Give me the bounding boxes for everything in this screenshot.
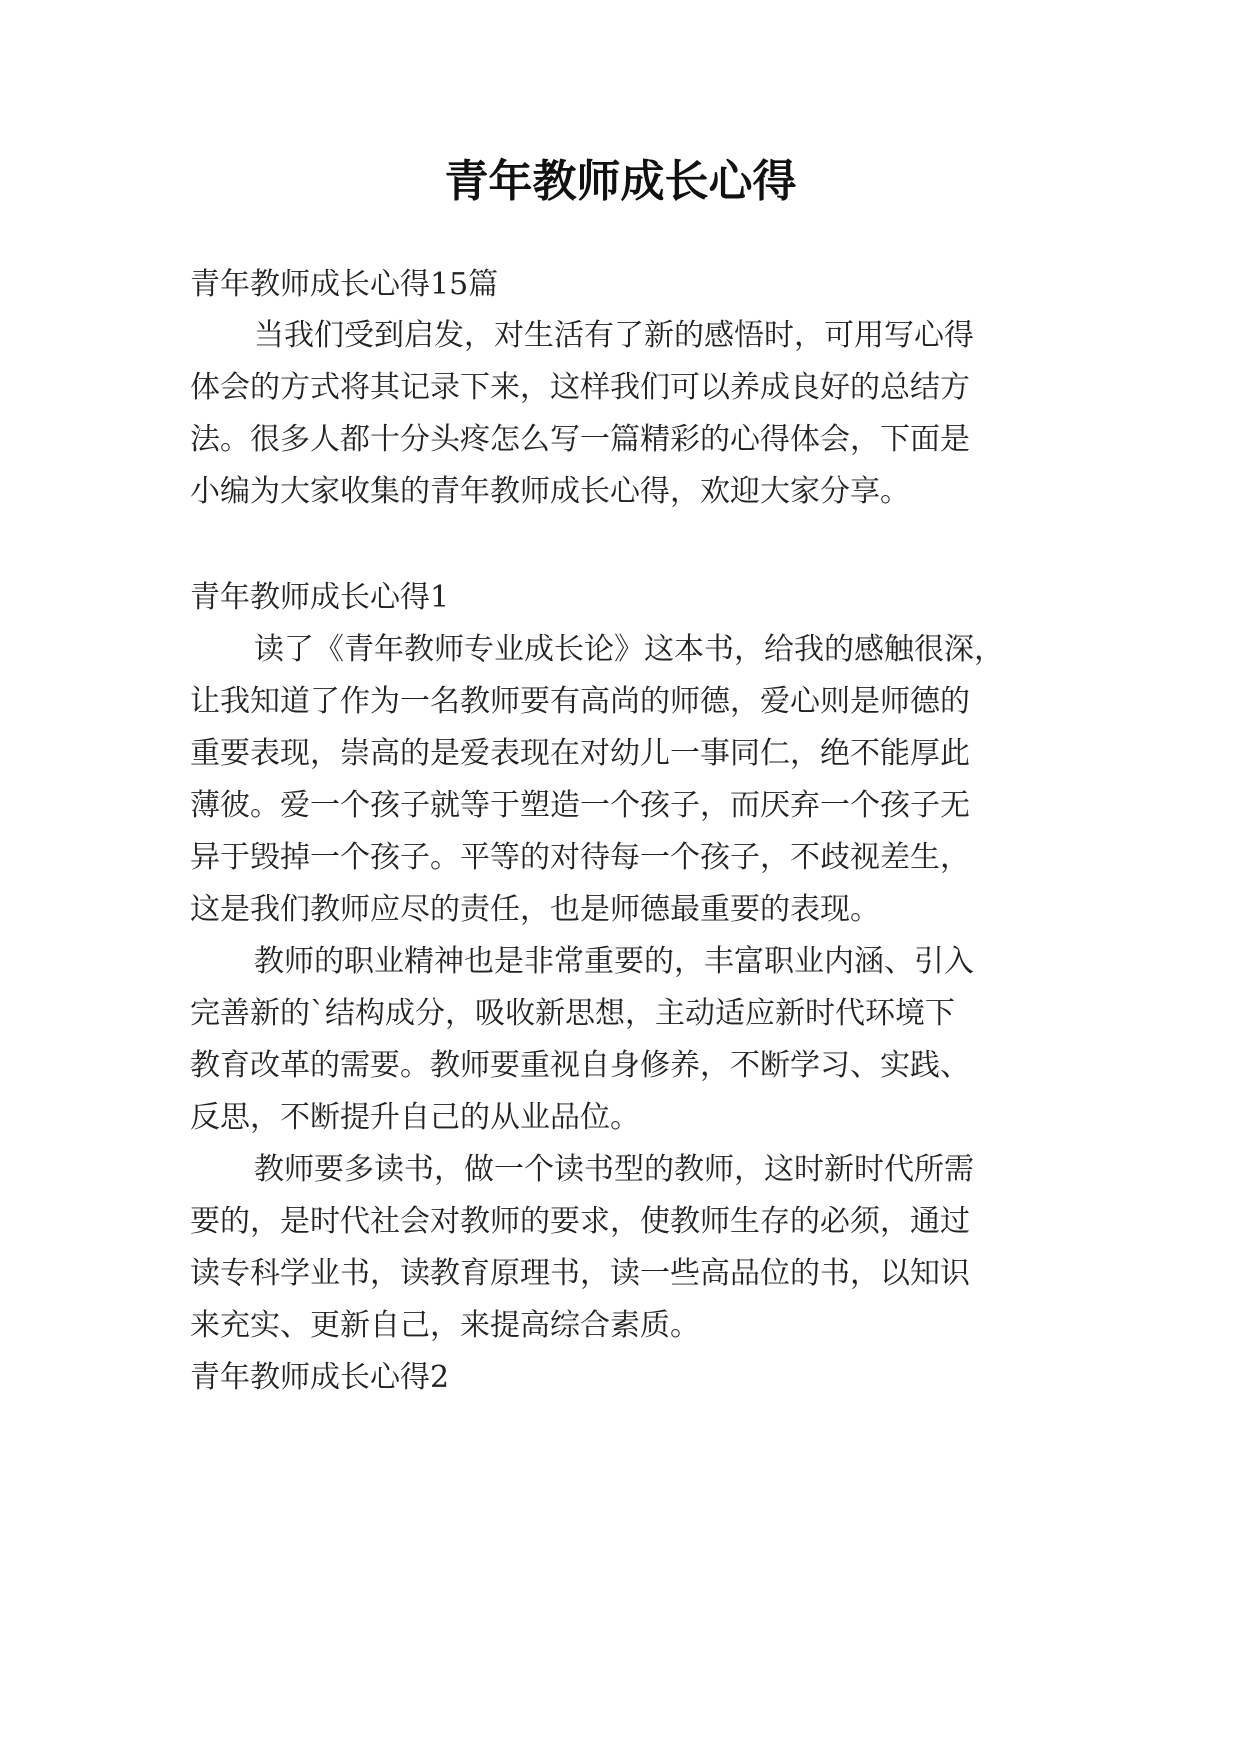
section-heading: 青年教师成长心得2 [190, 1360, 450, 1395]
paragraph-line: 让我知道了作为一名教师要有高尚的师德，爱心则是师德的 [190, 684, 970, 719]
paragraph-line: 读专科学业书，读教育原理书，读一些高品位的书，以知识 [190, 1256, 970, 1291]
paragraph-line: 这是我们教师应尽的责任，也是师德最重要的表现。 [190, 892, 880, 927]
intro-line: 小编为大家收集的青年教师成长心得，欢迎大家分享。 [190, 474, 910, 509]
intro-line: 体会的方式将其记录下来，这样我们可以养成良好的总结方 [190, 370, 970, 405]
document-title: 青年教师成长心得 [444, 156, 797, 207]
intro-line: 当我们受到启发，对生活有了新的感悟时，可用写心得 [254, 318, 974, 353]
section-heading: 青年教师成长心得1 [190, 580, 450, 615]
paragraph-line: 教师要多读书，做一个读书型的教师，这时新时代所需 [254, 1152, 974, 1187]
subtitle: 青年教师成长心得15篇 [190, 267, 499, 302]
paragraph-line: 反思，不断提升自己的从业品位。 [190, 1100, 640, 1135]
paragraph-line: 教师的职业精神也是非常重要的，丰富职业内涵、引入 [254, 944, 974, 979]
paragraph-line: 要的，是时代社会对教师的要求，使教师生存的必须，通过 [190, 1204, 970, 1239]
paragraph-line: 来充实、更新自己，来提高综合素质。 [190, 1308, 700, 1343]
paragraph-line: 薄彼。爱一个孩子就等于塑造一个孩子，而厌弃一个孩子无 [190, 788, 970, 823]
intro-line: 法。很多人都十分头疼怎么写一篇精彩的心得体会，下面是 [190, 422, 970, 457]
paragraph-line: 教育改革的需要。教师要重视自身修养，不断学习、实践、 [190, 1048, 970, 1083]
paragraph-line: 读了《青年教师专业成长论》这本书，给我的感触很深， [254, 632, 1004, 667]
paragraph-line: 异于毁掉一个孩子。平等的对待每一个孩子，不歧视差生， [190, 840, 970, 875]
paragraph-line: 重要表现，崇高的是爱表现在对幼儿一事同仁，绝不能厚此 [190, 736, 970, 771]
paragraph-line: 完善新的`结构成分，吸收新思想，主动适应新时代环境下 [190, 996, 955, 1031]
